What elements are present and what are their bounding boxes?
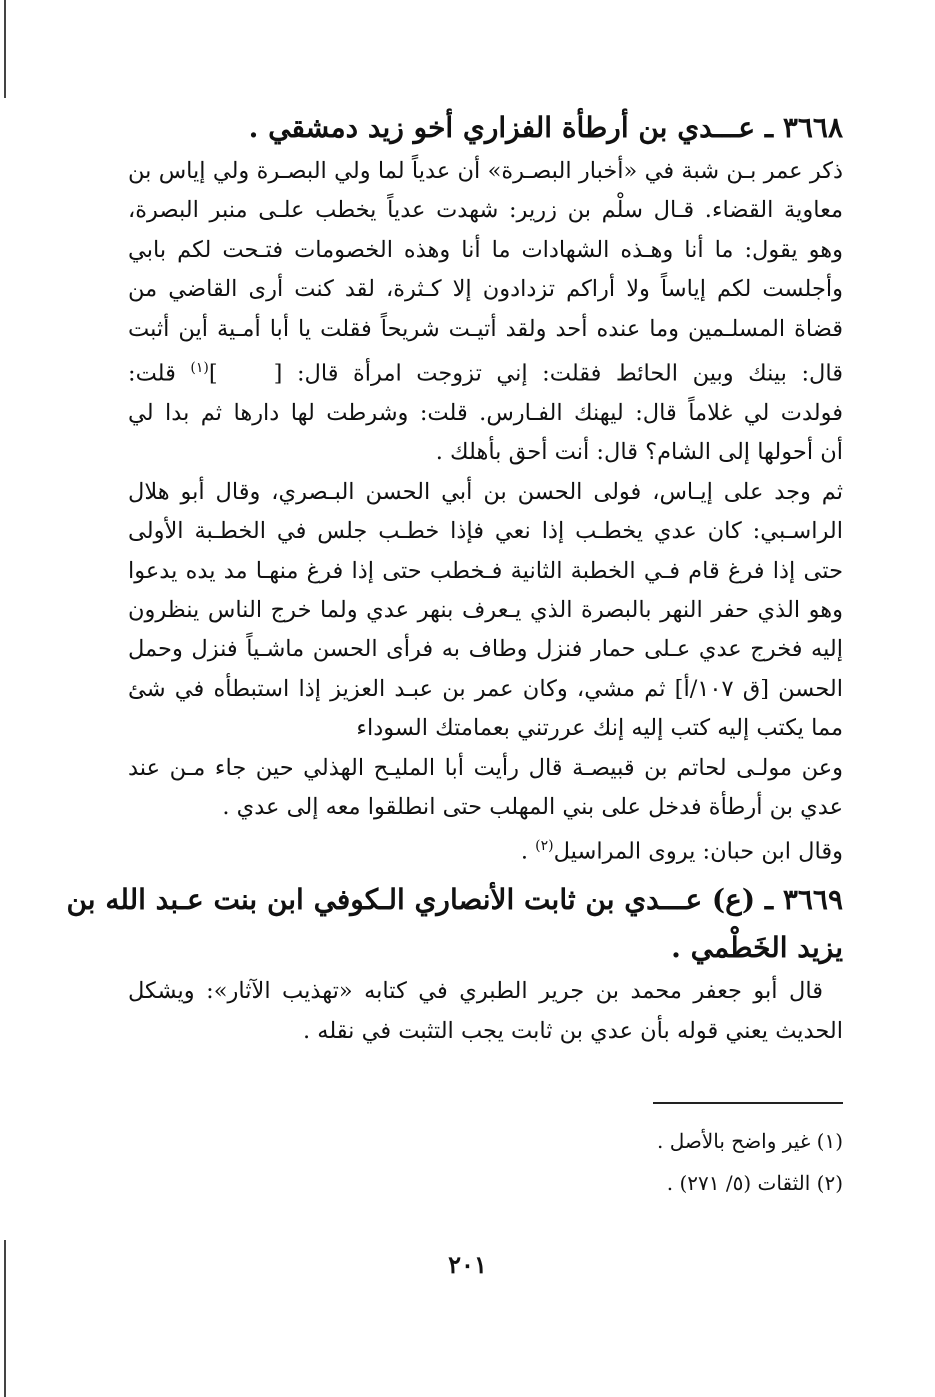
entry-3668-paragraph-3 bbox=[128, 749, 843, 828]
footnote-separator bbox=[653, 1102, 843, 1104]
text-line: عدي بن أرطأة فدخل على بني المهلب حتى انطلقوا معه إلى عدي . bbox=[222, 794, 843, 820]
text-line: قال أبو جعفر محمد بن جرير الطبري في كتابه «تهذيب الآثار»: ويشكل bbox=[128, 978, 823, 1005]
text-line: وهو يقول: ما أنا وهـذه الشهادات ما أنا وهذه الخصومات فتـحت لكم بابي bbox=[128, 236, 843, 263]
footnote-marker: (٢) bbox=[535, 838, 554, 855]
text-line: ذكر عمر بـن شبة في «أخبار البصـرة» أن عدياً لما ولي البصـرة ولي إياس بن bbox=[128, 158, 843, 184]
text-line: قضاة المسلـمين وما عنده أحد ولقد أتيـت شريحاً فقلت يا أبا أمـية أين أثبت bbox=[128, 315, 843, 342]
heading-line: يزيد الخَطْمي . bbox=[671, 931, 843, 965]
text-line: الراسـبي: كان عدي يخطـب إذا نعي فإذا خطـب جلس في الخطـبة الأولى bbox=[128, 518, 843, 545]
text-line bbox=[128, 827, 843, 872]
text-line: وهو الذي حفر النهر بالبصرة الذي يـعرف بنهر عدي ولما خرج الناس ينظرون bbox=[128, 596, 843, 623]
text-line: أن أحولها إلى الشام؟ قال: أنت أحق بأهلك . bbox=[435, 439, 843, 466]
page-body bbox=[66, 104, 843, 1051]
text-segment: ] bbox=[208, 360, 218, 387]
entry-heading-3669 bbox=[66, 876, 843, 972]
footnote-2: (٢) الثقات (٥/ ٢٧١) . bbox=[666, 1171, 843, 1195]
text-line: إليه فخرج عدي عـلى حمار فنزل وطاف به فرأى الحسن ماشـياً فنزل وحمل bbox=[128, 636, 843, 663]
text-line: مما يكتب إليه كتب إليه إنك عررتني بعمامتك السوداء bbox=[356, 715, 843, 742]
footnotes bbox=[657, 1120, 843, 1204]
text-segment: . bbox=[520, 838, 536, 865]
footnote-1: (١) غير واضح بالأصل . bbox=[657, 1129, 843, 1153]
entry-3668-paragraph-4 bbox=[128, 827, 843, 872]
entry-heading-3668: ٣٦٦٨ ـ عـــدي بن أرطأة الفزاري أخو زيد دمشقي . bbox=[248, 111, 843, 144]
text-segment: قلت: bbox=[128, 360, 191, 387]
entry-3668-paragraph-1 bbox=[128, 152, 843, 473]
text-line: الحديث يعني قوله بأن عدي بن ثابت يجب التثبت في نقله . bbox=[302, 1017, 843, 1044]
binding-line-top bbox=[4, 0, 6, 98]
text-line bbox=[128, 349, 843, 394]
text-line: وعن مولـى لحاتم بن قبيصـة قال رأيت أبا المليـح الهذلي حين جاء مـن عند bbox=[128, 754, 843, 781]
text-line: وأجلست لكم إياساً ولا أراكم تزدادون إلا كـثرة، لقد كنت أرى القاضي من bbox=[128, 276, 843, 303]
text-line: معاوية القضاء. قـال سلْم بن زرير: شهدت عدياً يخطب علـى منبر البصرة، bbox=[128, 197, 843, 224]
heading-line: ٣٦٦٩ ـ (ع) عـــدي بن ثابت الأنصاري الـكوفي ابن بنت عـبد الله بن bbox=[66, 883, 843, 917]
text-segment: قال: بينك وبين الحائط فقلت: إني تزوجت امرأة قال: [ bbox=[273, 360, 843, 387]
footnote-marker: (١) bbox=[190, 360, 209, 377]
text-segment: وقال ابن حبان: يروى المراسيل bbox=[553, 838, 843, 865]
page-number: ٢٠١ bbox=[448, 1250, 487, 1279]
text-line: ثم وجد على إيـاس، فولى الحسن بن أبي الحسن البـصري، وقال أبو هلال bbox=[128, 478, 843, 505]
text-line: حتى إذا فرغ قام فـي الخطبة الثانية فـخطب حتى إذا فرغ منهـا مد يده يدعوا bbox=[128, 557, 843, 584]
text-line: الحسن [ق ١٠٧/أ] ثم مشي، وكان عمر بن عبـد العزيز إذا استبطأه في شئ bbox=[128, 675, 843, 702]
entry-3668-paragraph-2 bbox=[128, 473, 843, 749]
text-line: فولدت لي غلاماً قال: ليهنك الفـارس. قلت: وشرطت لها دارها ثم بدا لي bbox=[128, 399, 843, 426]
entry-3669-paragraph-1 bbox=[128, 972, 843, 1051]
